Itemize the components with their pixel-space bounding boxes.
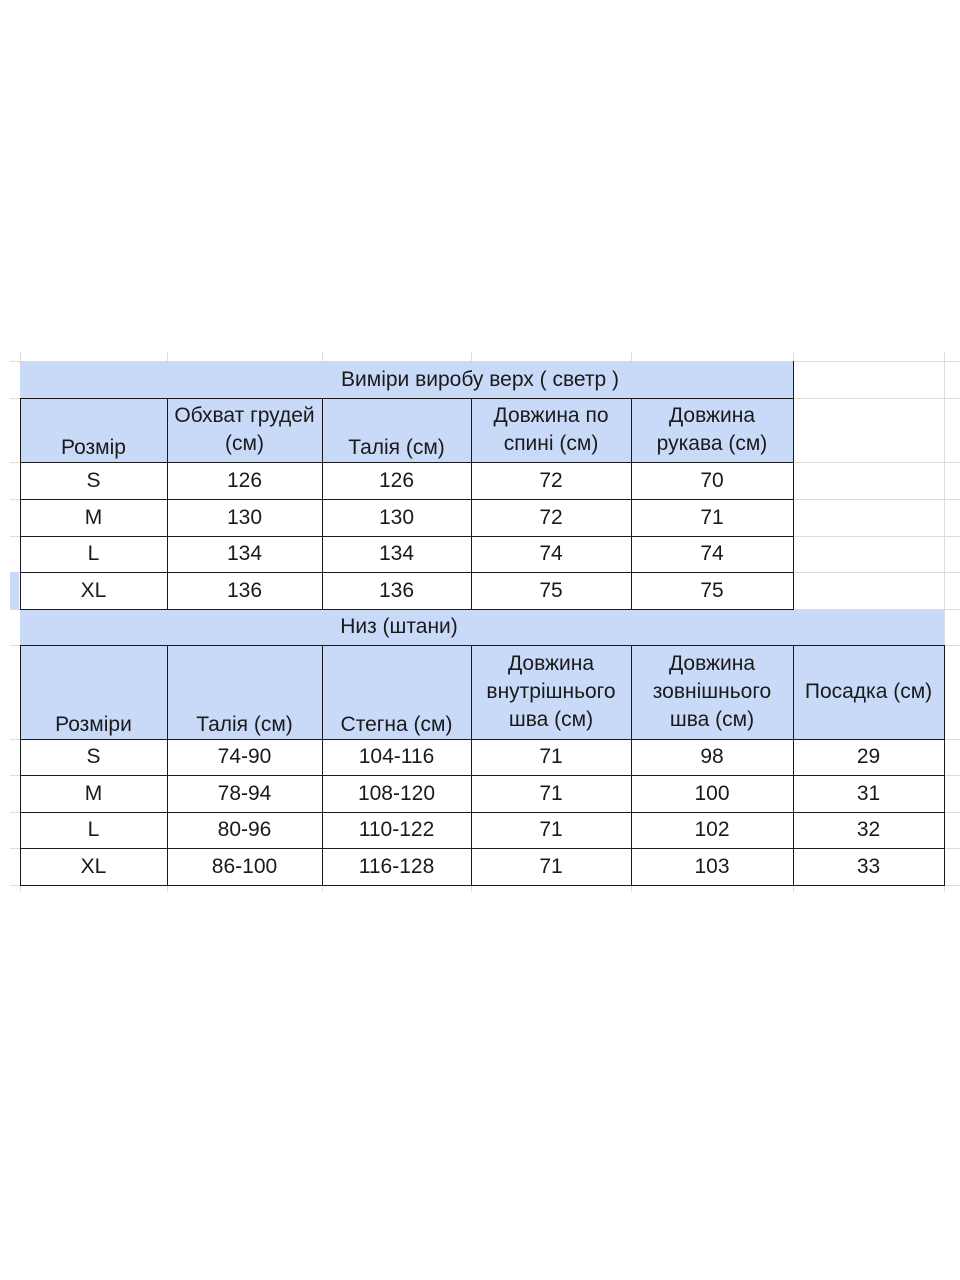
top-cell-r0-c2-text: 126 — [378, 468, 415, 492]
bottom-cell-r3-c2-text: 116-128 — [358, 854, 435, 878]
bottom-header-2[interactable] — [322, 645, 471, 739]
bottom-cell-r0-c4-text: 98 — [700, 745, 724, 768]
bottom-cell-r3-c2[interactable] — [322, 848, 471, 885]
bottom-cell-r2-c3-text: 71 — [539, 818, 563, 841]
border-v — [322, 645, 324, 886]
top-cell-r2-c4-text: 74 — [700, 542, 724, 565]
border-v — [20, 398, 22, 610]
bottom-cell-r1-c5[interactable] — [793, 775, 944, 812]
top-cell-r2-c1-text: 134 — [226, 542, 263, 565]
top-header-2[interactable] — [322, 398, 471, 462]
border-h — [20, 739, 945, 741]
top-cell-r1-c3-text: 72 — [539, 505, 563, 529]
top-cell-r0-c1[interactable] — [167, 462, 322, 499]
bottom-header-4-text: Довжина зовнішнього шва (см) — [652, 652, 772, 731]
bottom-cell-r1-c4[interactable] — [631, 775, 793, 812]
border-v — [793, 398, 795, 610]
top-cell-r0-c0[interactable] — [20, 462, 167, 499]
bottom-cell-r3-c0[interactable] — [20, 848, 167, 885]
bottom-cell-r2-c1[interactable] — [167, 812, 322, 848]
top-table-title-text: Виміри виробу верх ( светр ) — [341, 367, 619, 391]
top-cell-r2-c2[interactable] — [322, 536, 471, 572]
bottom-header-2-text: Стегна (см) — [340, 713, 453, 736]
bottom-cell-r2-c2-text: 110-122 — [358, 818, 435, 841]
border-h — [20, 572, 794, 574]
bottom-header-1[interactable] — [167, 645, 322, 739]
bottom-cell-r2-c0-text: L — [87, 818, 100, 841]
top-header-0-text: Розмір — [61, 436, 126, 459]
bottom-cell-r3-c4[interactable] — [631, 848, 793, 885]
top-header-1-text: Обхват грудей (см) — [174, 404, 315, 455]
top-cell-r0-c1-text: 126 — [226, 468, 263, 492]
bottom-header-1-text: Талія (см) — [196, 713, 293, 736]
top-cell-r2-c3[interactable] — [471, 536, 631, 572]
bottom-cell-r1-c4-text: 100 — [694, 781, 730, 805]
bottom-cell-r1-c0[interactable] — [20, 775, 167, 812]
top-cell-r1-c0-text: M — [84, 505, 103, 529]
top-cell-r1-c2-text: 130 — [378, 505, 415, 529]
top-cell-r3-c0-text: XL — [80, 578, 107, 602]
top-cell-r0-c0-text: S — [86, 468, 101, 492]
border-v — [471, 398, 473, 610]
top-cell-r3-c4[interactable] — [631, 572, 793, 609]
border-v — [631, 645, 633, 886]
bottom-header-4[interactable] — [631, 645, 793, 739]
bottom-table-title-text: Низ (штани) — [340, 615, 458, 638]
top-cell-r3-c0[interactable] — [20, 572, 167, 609]
top-header-2-text: Талія (см) — [348, 436, 445, 459]
border-h — [20, 775, 945, 777]
top-cell-r3-c2-text: 136 — [378, 578, 415, 602]
bottom-cell-r3-c5-text: 33 — [856, 854, 881, 878]
bottom-cell-r0-c4[interactable] — [631, 739, 793, 775]
bottom-cell-r2-c5-text: 32 — [856, 818, 881, 841]
top-table-title[interactable] — [167, 361, 793, 398]
bottom-cell-r1-c1-text: 78-94 — [217, 781, 272, 805]
bottom-header-3-text: Довжина внутрішнього шва (см) — [486, 652, 616, 731]
top-cell-r2-c1[interactable] — [167, 536, 322, 572]
top-cell-r2-c3-text: 74 — [539, 542, 563, 565]
top-cell-r0-c3-text: 72 — [539, 468, 563, 492]
border-v — [20, 645, 22, 886]
top-header-0[interactable] — [20, 398, 167, 462]
border-h — [20, 812, 945, 814]
border-v — [167, 645, 169, 886]
top-cell-r1-c4-text: 71 — [700, 505, 724, 529]
border-v — [471, 645, 473, 886]
top-cell-r2-c0-text: L — [87, 542, 100, 565]
border-h — [20, 462, 794, 464]
top-cell-r1-c3[interactable] — [471, 499, 631, 536]
top-cell-r2-c4[interactable] — [631, 536, 793, 572]
bottom-cell-r0-c5[interactable] — [793, 739, 944, 775]
bottom-header-5[interactable] — [793, 645, 944, 739]
bottom-header-3[interactable] — [471, 645, 631, 739]
border-v — [793, 645, 795, 886]
bottom-header-5-text: Посадка (см) — [804, 680, 933, 703]
bottom-title-fill[interactable] — [793, 609, 944, 645]
top-title-fill[interactable] — [20, 361, 167, 398]
bottom-table-title[interactable] — [167, 609, 631, 645]
border-h — [20, 848, 945, 850]
bottom-cell-r0-c1[interactable] — [167, 739, 322, 775]
top-cell-r3-c1-text: 136 — [226, 578, 263, 602]
bottom-cell-r2-c2[interactable] — [322, 812, 471, 848]
bottom-cell-r0-c2[interactable] — [322, 739, 471, 775]
bottom-cell-r1-c0-text: M — [84, 781, 103, 805]
bottom-cell-r3-c4-text: 103 — [694, 854, 730, 878]
top-cell-r1-c1[interactable] — [167, 499, 322, 536]
border-v — [322, 398, 324, 610]
bottom-cell-r1-c2-text: 108-120 — [357, 781, 436, 805]
border-v — [793, 361, 795, 399]
border-h — [20, 536, 794, 538]
top-cell-r1-c4[interactable] — [631, 499, 793, 536]
top-cell-r3-c3[interactable] — [471, 572, 631, 609]
top-header-3-text: Довжина по спині (см) — [493, 404, 609, 455]
bottom-cell-r1-c2[interactable] — [322, 775, 471, 812]
top-cell-r3-c4-text: 75 — [700, 578, 724, 602]
top-cell-r3-c3-text: 75 — [539, 578, 563, 602]
border-h — [20, 885, 945, 887]
bottom-cell-r3-c5[interactable] — [793, 848, 944, 885]
bottom-title-fill[interactable] — [20, 609, 167, 645]
bottom-cell-r3-c1[interactable] — [167, 848, 322, 885]
row-selection-marker — [10, 572, 19, 609]
bottom-cell-r2-c3[interactable] — [471, 812, 631, 848]
bottom-cell-r1-c3[interactable] — [471, 775, 631, 812]
top-cell-r0-c3[interactable] — [471, 462, 631, 499]
top-header-1[interactable] — [167, 398, 322, 462]
top-cell-r0-c4-text: 70 — [700, 468, 724, 492]
bottom-cell-r2-c5[interactable] — [793, 812, 944, 848]
bottom-cell-r0-c0[interactable] — [20, 739, 167, 775]
bottom-header-0[interactable] — [20, 645, 167, 739]
border-h — [20, 499, 794, 501]
bottom-title-fill[interactable] — [631, 609, 793, 645]
bottom-cell-r3-c1-text: 86-100 — [211, 854, 278, 878]
bottom-cell-r0-c3[interactable] — [471, 739, 631, 775]
bottom-cell-r3-c3-text: 71 — [539, 854, 563, 878]
bottom-cell-r3-c3[interactable] — [471, 848, 631, 885]
border-v — [631, 398, 633, 610]
bottom-header-0-text: Розміри — [55, 713, 132, 736]
bottom-cell-r0-c1-text: 74-90 — [217, 745, 272, 768]
top-cell-r0-c2[interactable] — [322, 462, 471, 499]
top-header-4-text: Довжина рукава (см) — [656, 404, 768, 455]
bottom-cell-r2-c4[interactable] — [631, 812, 793, 848]
bottom-cell-r0-c0-text: S — [86, 745, 101, 768]
border-h — [20, 609, 794, 611]
top-cell-r1-c1-text: 130 — [226, 505, 263, 529]
bottom-cell-r2-c4-text: 102 — [694, 818, 730, 841]
border-h — [20, 398, 794, 400]
border-v — [944, 645, 946, 886]
bottom-cell-r0-c5-text: 29 — [856, 745, 881, 768]
border-v — [167, 398, 169, 610]
bottom-cell-r0-c2-text: 104-116 — [358, 745, 435, 768]
top-cell-r3-c1[interactable] — [167, 572, 322, 609]
top-header-3[interactable] — [471, 398, 631, 462]
bottom-cell-r2-c0[interactable] — [20, 812, 167, 848]
top-cell-r3-c2[interactable] — [322, 572, 471, 609]
top-cell-r2-c0[interactable] — [20, 536, 167, 572]
top-header-4[interactable] — [631, 398, 793, 462]
bottom-cell-r1-c5-text: 31 — [856, 781, 881, 805]
bottom-cell-r1-c3-text: 71 — [539, 781, 563, 805]
bottom-cell-r1-c1[interactable] — [167, 775, 322, 812]
bottom-cell-r0-c3-text: 71 — [539, 745, 563, 768]
top-cell-r1-c2[interactable] — [322, 499, 471, 536]
border-h — [20, 645, 945, 647]
bottom-cell-r3-c0-text: XL — [80, 854, 107, 878]
top-cell-r1-c0[interactable] — [20, 499, 167, 536]
top-cell-r2-c2-text: 134 — [378, 542, 415, 565]
bottom-cell-r2-c1-text: 80-96 — [217, 818, 272, 841]
top-cell-r0-c4[interactable] — [631, 462, 793, 499]
